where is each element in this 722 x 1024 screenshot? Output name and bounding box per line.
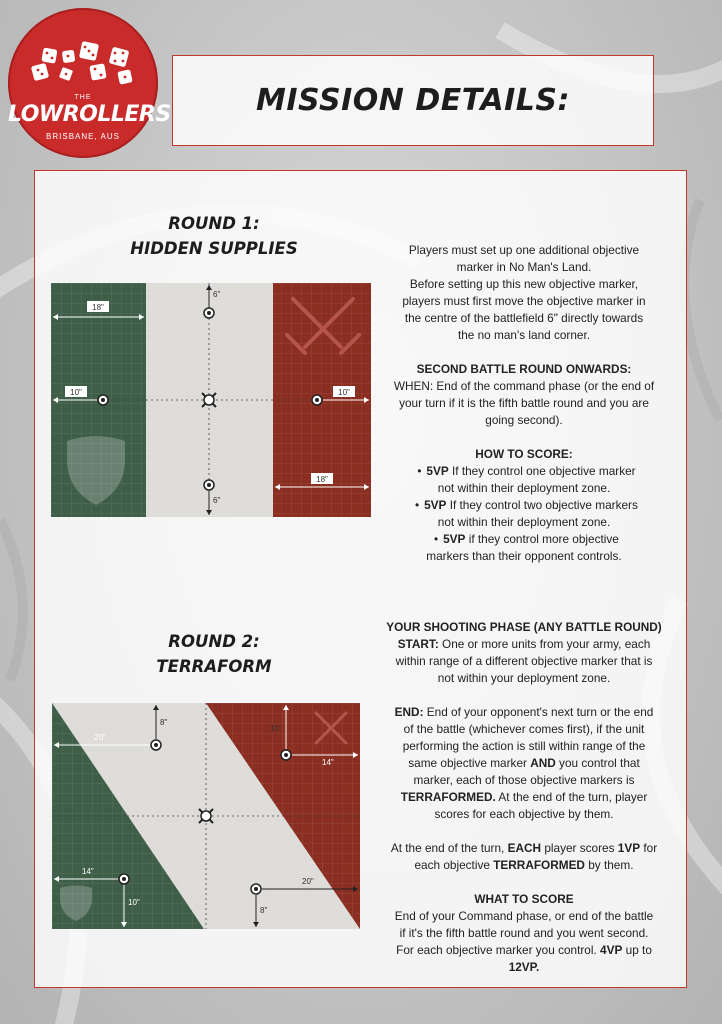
round1-rules bbox=[371, 242, 677, 565]
each-text: player scores bbox=[541, 841, 618, 855]
r1-intro-line: Players must set up one additional objective bbox=[408, 243, 640, 257]
round2-title bbox=[119, 629, 309, 679]
r2-br-vert-label: 8" bbox=[260, 906, 268, 915]
bullet-vp: 5VP bbox=[443, 532, 466, 546]
r1-when-line: WHEN: End of the command phase (or the end of bbox=[393, 379, 655, 393]
r2-br-horiz-label: 20" bbox=[302, 877, 314, 886]
r2-tr-horiz-label: 14" bbox=[322, 758, 334, 767]
each-text: each objective bbox=[414, 858, 494, 872]
each-text: by them. bbox=[584, 858, 634, 872]
each-text: for bbox=[640, 841, 658, 855]
r2-bl-horiz-label: 14" bbox=[82, 867, 94, 876]
r2-start-line bbox=[371, 636, 677, 653]
r1-top-obj-label: 6" bbox=[213, 290, 221, 299]
round1-title-line2: HIDDEN SUPPLIES bbox=[130, 239, 298, 258]
round2-rules bbox=[371, 619, 677, 976]
r1-intro-line: Before setting up this new objective marker, bbox=[409, 277, 639, 291]
end-text-part: At the end of the turn, player bbox=[495, 790, 648, 804]
each-line bbox=[371, 857, 677, 874]
bullet-text: if they control more objective bbox=[465, 532, 619, 546]
r2-action-heading: YOUR SHOOTING PHASE (ANY BATTLE ROUND) bbox=[386, 620, 662, 634]
r1-intro-line: the no man's land corner. bbox=[457, 328, 591, 342]
objective-marker-icon bbox=[312, 395, 322, 405]
r1-intro-line: the centre of the battlefield 6" directly towards bbox=[404, 311, 644, 325]
centre-objective-icon bbox=[202, 393, 216, 407]
logo-city: BRISBANE, AUS bbox=[46, 132, 120, 141]
bullet-vp: 5VP bbox=[426, 464, 449, 478]
round2-title-line2: TERRAFORM bbox=[156, 657, 272, 676]
r2-tl-horiz-label: 20" bbox=[94, 733, 106, 742]
title-box bbox=[172, 55, 654, 146]
r1-bottom-obj-label: 6" bbox=[213, 496, 221, 505]
end-text: End of your opponent's next turn or the end bbox=[423, 705, 654, 719]
each-terraformed: TERRAFORMED bbox=[493, 858, 585, 872]
round2-title-line1: ROUND 2: bbox=[168, 632, 260, 651]
each-vp: 1VP bbox=[617, 841, 641, 855]
r2-what-heading: WHAT TO SCORE bbox=[474, 892, 574, 906]
page-title: MISSION DETAILS: bbox=[255, 83, 570, 118]
what-text-part: up to bbox=[622, 943, 652, 957]
end-text: performing the action is still within range of the bbox=[402, 739, 646, 753]
start-text: within range of a different objective marker that is bbox=[395, 654, 653, 668]
r1-second-heading: SECOND BATTLE ROUND ONWARDS: bbox=[416, 362, 632, 376]
what-text: if it's the fifth battle round and you went second. bbox=[399, 926, 649, 940]
bullet-vp: 5VP bbox=[424, 498, 447, 512]
end-text-part: same objective marker bbox=[408, 756, 531, 770]
logo-the: THE bbox=[74, 94, 92, 101]
end-terraformed: TERRAFORMED. bbox=[400, 790, 496, 804]
r1-score-heading: HOW TO SCORE: bbox=[475, 447, 573, 461]
round1-title-line1: ROUND 1: bbox=[168, 214, 260, 233]
r1-when-line: your turn if it is the fifth battle round and you are bbox=[399, 396, 649, 410]
r1-right-depth-label: 18" bbox=[316, 475, 328, 484]
r1-intro-line: players must first move the objective marker in bbox=[402, 294, 646, 308]
bullet-text: If they control one objective marker bbox=[448, 464, 636, 478]
what-text: End of your Command phase, or end of the battle bbox=[394, 909, 654, 923]
logo-name: LOWROLLERS bbox=[8, 102, 171, 127]
objective-marker-icon bbox=[151, 740, 161, 750]
r2-end-line bbox=[371, 704, 677, 721]
dice-icon bbox=[30, 38, 136, 94]
objective-marker-icon bbox=[204, 308, 214, 318]
each-line bbox=[371, 840, 677, 857]
end-text bbox=[371, 755, 677, 772]
objective-marker-icon bbox=[119, 874, 129, 884]
bullet-text: not within their deployment zone. bbox=[437, 481, 611, 495]
round2-map bbox=[52, 703, 360, 929]
what-text bbox=[371, 942, 677, 959]
objective-marker-icon bbox=[251, 884, 261, 894]
r2-bl-vert-label: 10" bbox=[128, 898, 140, 907]
centre-objective-icon bbox=[199, 809, 213, 823]
objective-marker-icon bbox=[204, 480, 214, 490]
r1-left-depth-label: 18" bbox=[92, 303, 104, 312]
bullet-text: markers than their opponent controls. bbox=[426, 549, 622, 563]
end-and: AND bbox=[530, 756, 556, 770]
r1-when-line: going second). bbox=[485, 413, 563, 427]
what-text-part: For each objective marker you control. bbox=[396, 943, 601, 957]
bullet-text: If they control two objective markers bbox=[446, 498, 638, 512]
start-text: not within your deployment zone. bbox=[437, 671, 611, 685]
r1-intro-line: marker in No Man's Land. bbox=[456, 260, 592, 274]
objective-marker-icon bbox=[98, 395, 108, 405]
end-text: of the battle (whichever comes first), if the unit bbox=[403, 722, 645, 736]
end-text: marker, each of those objective markers is bbox=[413, 773, 635, 787]
each-text: At the end of the turn, bbox=[390, 841, 508, 855]
r1-right-obj-label: 10" bbox=[338, 388, 350, 397]
what-vp: 4VP bbox=[600, 943, 623, 957]
start-text: One or more units from your army, each bbox=[438, 637, 651, 651]
r2-tl-vert-label: 8" bbox=[160, 718, 168, 727]
r1-left-obj-label: 10" bbox=[70, 388, 82, 397]
each-bold: EACH bbox=[507, 841, 542, 855]
what-cap: 12VP. bbox=[508, 960, 540, 974]
mission-panel bbox=[34, 170, 687, 988]
r2-tr-vert-label: 10" bbox=[270, 724, 282, 733]
lowrollers-logo bbox=[8, 8, 171, 158]
end-text: scores for each objective by them. bbox=[434, 807, 614, 821]
objective-marker-icon bbox=[281, 750, 291, 760]
r1-bullet bbox=[371, 463, 677, 480]
r1-bullet bbox=[371, 531, 677, 548]
end-label: END: bbox=[394, 705, 424, 719]
round1-map bbox=[51, 283, 371, 517]
end-text-part: you control that bbox=[555, 756, 640, 770]
end-text bbox=[371, 789, 677, 806]
bullet-text: not within their deployment zone. bbox=[437, 515, 611, 529]
r1-bullet bbox=[371, 497, 677, 514]
start-label: START: bbox=[397, 637, 439, 651]
round1-title bbox=[119, 211, 309, 261]
